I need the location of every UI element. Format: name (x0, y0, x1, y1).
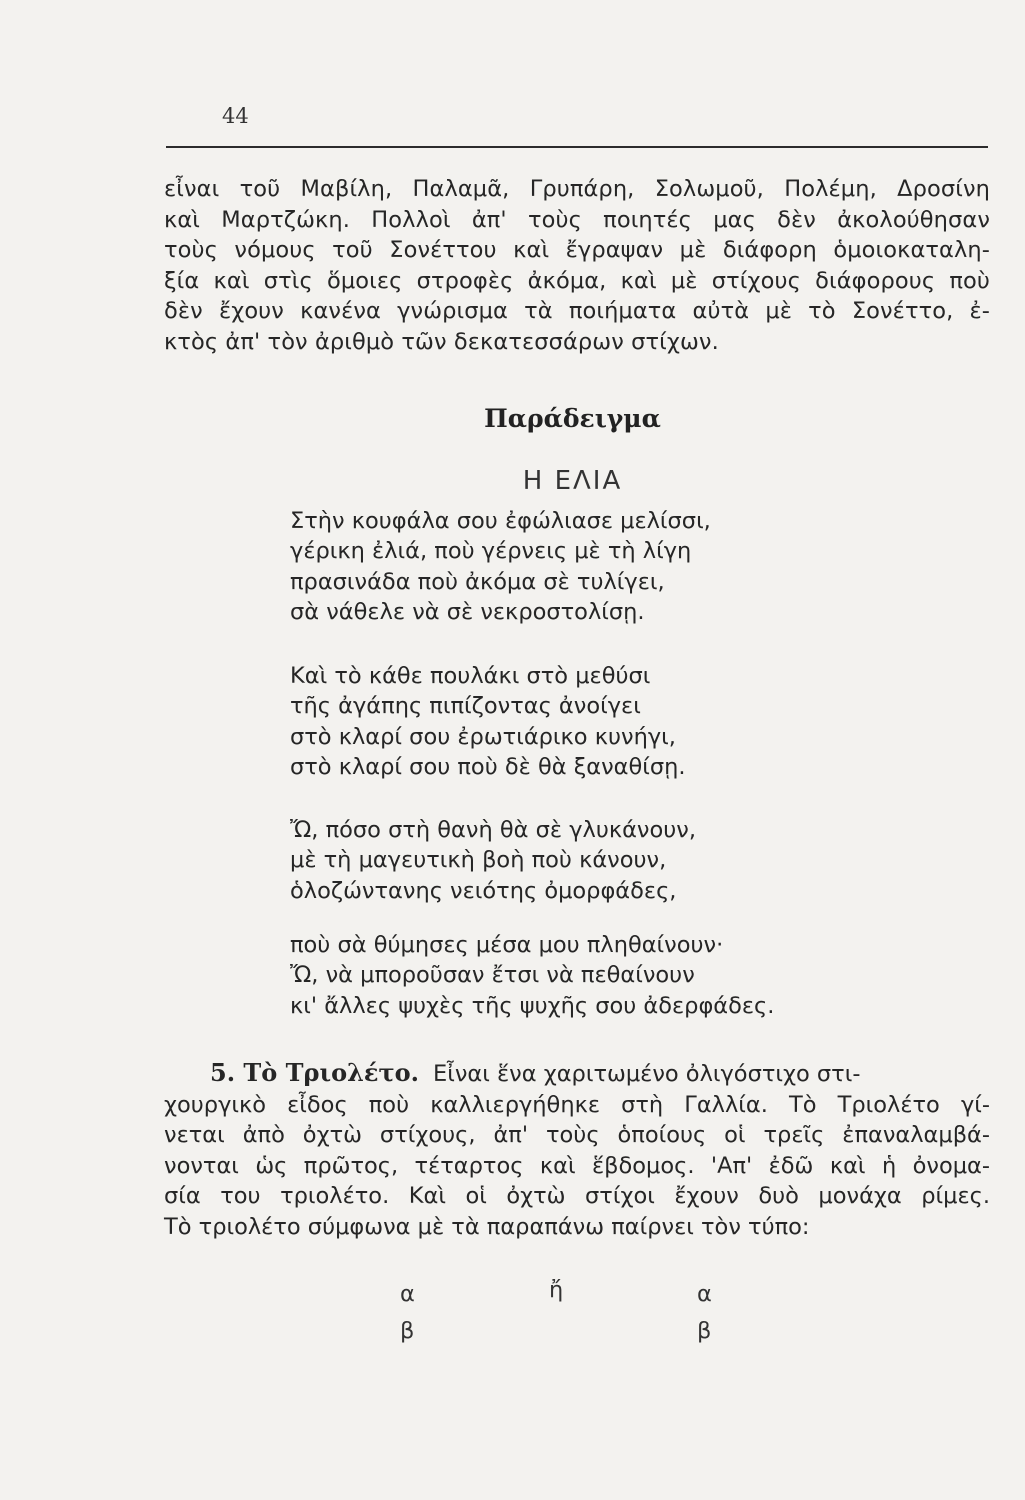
section-first-line-text: Εἶναι ἕνα χαριτωμένο ὀλιγόστιχο στι- (433, 1061, 861, 1087)
section-first-line (164, 1058, 990, 1090)
text-line: κτὸς ἀπ' τὸν ἀριθμὸ τῶν δεκατεσσάρων στίχων. (164, 328, 719, 355)
poem-stanza-1 (290, 506, 850, 628)
poem-line: Ὤ, νὰ μποροῦσαν ἔτσι νὰ πεθαίνουν (290, 962, 695, 989)
poem-line: κι' ἄλλες ψυχὲς τῆς ψυχῆς σου ἀδερφάδες. (290, 992, 775, 1019)
text-line: καὶ Μαρτζώκη. Πολλοὶ ἀπ' τοὺς ποιητές μας δὲν ἀκολούθησαν (164, 206, 990, 233)
poem-line: Καὶ τὸ κάθε πουλάκι στὸ μεθύσι (290, 663, 651, 689)
poem-line: στὸ κλαρί σου ποὺ δὲ θὰ ξαναθίσῃ. (290, 754, 686, 781)
poem-stanza-3 (290, 815, 850, 906)
poem-line: πρασινάδα ποὺ ἀκόμα σὲ τυλίγει, (290, 568, 665, 595)
header-rule (166, 146, 988, 148)
text-line: νεται ἀπὸ ὀχτὼ στίχους, ἀπ' τοὺς ὁποίους οἱ τρεῖς ἐπαναλαμβά- (164, 1122, 990, 1149)
section-title: 5. Τὸ Τριολέτο. (210, 1058, 420, 1087)
page-number: 44 (222, 104, 249, 128)
rhyme-scheme-b-left: β (400, 1318, 415, 1344)
intro-paragraph (164, 174, 990, 358)
poem-stanza-2 (290, 661, 850, 783)
rhyme-scheme-a-left: α (400, 1281, 415, 1307)
poem-line: Ὤ, πόσο στὴ θανὴ θὰ σὲ γλυκάνουν, (290, 817, 697, 843)
poem-line: ὁλοζώντανης νειότης ὀμορφάδες, (290, 877, 677, 904)
text-line: νονται ὡς πρῶτος, τέταρτος καὶ ἕβδομος. 'Απ' ἐδῶ καὶ ἡ ὀνομα- (164, 1152, 990, 1179)
text-line: εἶναι τοῦ Μαβίλη, Παλαμᾶ, Γρυπάρη, Σολωμοῦ, Πολέμη, Δροσίνη (164, 176, 990, 202)
text-line: Τὸ τριολέτο σύμφωνα μὲ τὰ παραπάνω παίρνει τὸν τύπο: (164, 1213, 810, 1240)
poem-line: μὲ τὴ μαγευτικὴ βοὴ ποὺ κάνουν, (290, 847, 667, 874)
poem-title: Η ΕΛΙΑ (522, 466, 623, 496)
rhyme-scheme-a-right: α (697, 1281, 712, 1307)
rhyme-scheme-or: ἤ (549, 1277, 564, 1303)
section-triolet (164, 1058, 990, 1243)
poem-stanza-4 (290, 930, 850, 1021)
example-heading: Παράδειγμα (484, 404, 661, 433)
text-line: ξία καὶ στὶς ὅμοιες στροφὲς ἀκόμα, καὶ μὲ στίχους διάφορους ποὺ (164, 267, 990, 294)
text-line: σία του τριολέτο. Καὶ οἱ ὀχτὼ στίχοι ἔχουν δυὸ μονάχα ρίμες. (164, 1183, 990, 1210)
poem-line: ποὺ σὰ θύμησες μέσα μου πληθαίνουν· (290, 932, 724, 958)
text-line: τοὺς νόμους τοῦ Σονέττου καὶ ἔγραψαν μὲ διάφορη ὁμοιοκαταλη- (164, 237, 990, 264)
text-line: δὲν ἔχουν κανένα γνώρισμα τὰ ποιήματα αὐτὰ μὲ τὸ Σονέττο, ἐ- (164, 298, 990, 325)
rhyme-scheme-b-right: β (697, 1318, 712, 1344)
poem-line: Στὴν κουφάλα σου ἐφώλιασε μελίσσι, (290, 508, 711, 534)
text-line: χουργικὸ εἶδος ποὺ καλλιεργήθηκε στὴ Γαλλία. Τὸ Τριολέτο γί- (164, 1091, 990, 1118)
poem-line: σὰ νάθελε νὰ σὲ νεκροστολίσῃ. (290, 599, 645, 626)
poem-line: στὸ κλαρί σου ἐρωτιάρικο κυνήγι, (290, 723, 676, 750)
poem-line: γέρικη ἐλιά, ποὺ γέρνεις μὲ τὴ λίγη (290, 538, 692, 565)
poem-line: τῆς ἀγάπης πιπίζοντας ἀνοίγει (290, 693, 641, 720)
